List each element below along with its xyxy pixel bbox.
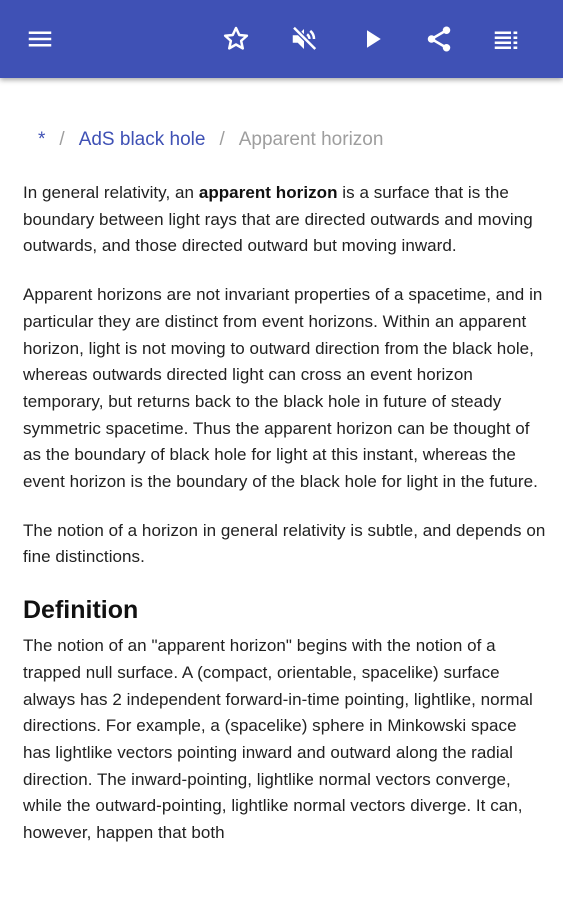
article-content (23, 180, 548, 869)
section-heading: Definition (23, 596, 139, 625)
article-paragraph (23, 180, 548, 260)
bold-term: apparent horizon (198, 183, 338, 202)
play-icon[interactable] (352, 19, 392, 59)
volume-off-icon[interactable] (284, 19, 324, 59)
star-outline-icon[interactable] (216, 19, 256, 59)
breadcrumb-separator: / (219, 129, 225, 150)
share-icon[interactable] (419, 19, 459, 59)
article-paragraph: The notion of a horizon in general relativity is subtle, and depends on fine distinctions. (23, 520, 546, 567)
table-of-contents-icon[interactable] (486, 19, 526, 59)
breadcrumb (38, 128, 383, 152)
paragraph-text: In general relativity, an (23, 183, 199, 202)
breadcrumb-separator: / (59, 129, 65, 150)
article-paragraph: The notion of an "apparent horizon" begins with the notion of a trapped null surface. A (compact, orientable, spacelike) surface always has 2 independent forward-in-time pointing, lightlike, normal directions. For example, a (spacelike) sphere in Minkowski space has lightlike vectors pointing inward and outward along the radial direction. The inward-pointing, lightlike normal vectors converge, while the outward-pointing, lightlike normal vectors diverge. It can, however, happen that both (23, 636, 533, 843)
breadcrumb-parent-link[interactable]: AdS black hole (78, 129, 206, 150)
breadcrumb-current: Apparent horizon (238, 129, 384, 150)
breadcrumb-home-link[interactable]: * (38, 129, 46, 150)
paragraph-text: is a surface that is the boundary between light rays that are directed outwards and moving outwards, and those directed outward but moving inward. (23, 183, 533, 256)
article-paragraph: Apparent horizons are not invariant properties of a spacetime, and in particular they are distinct from event horizons. Within an apparent horizon, light is not moving to outward direction from the black hole, whereas outwards directed light can cross an event horizon temporary, but returns back to the black hole in future of steady symmetric spacetime. Thus the apparent horizon can be thought of as the boundary of black hole for light at this instant, whereas the event horizon is the boundary of the black hole for light in the future. (23, 285, 543, 492)
hamburger-menu-icon[interactable] (20, 19, 60, 59)
app-bar (0, 0, 563, 78)
